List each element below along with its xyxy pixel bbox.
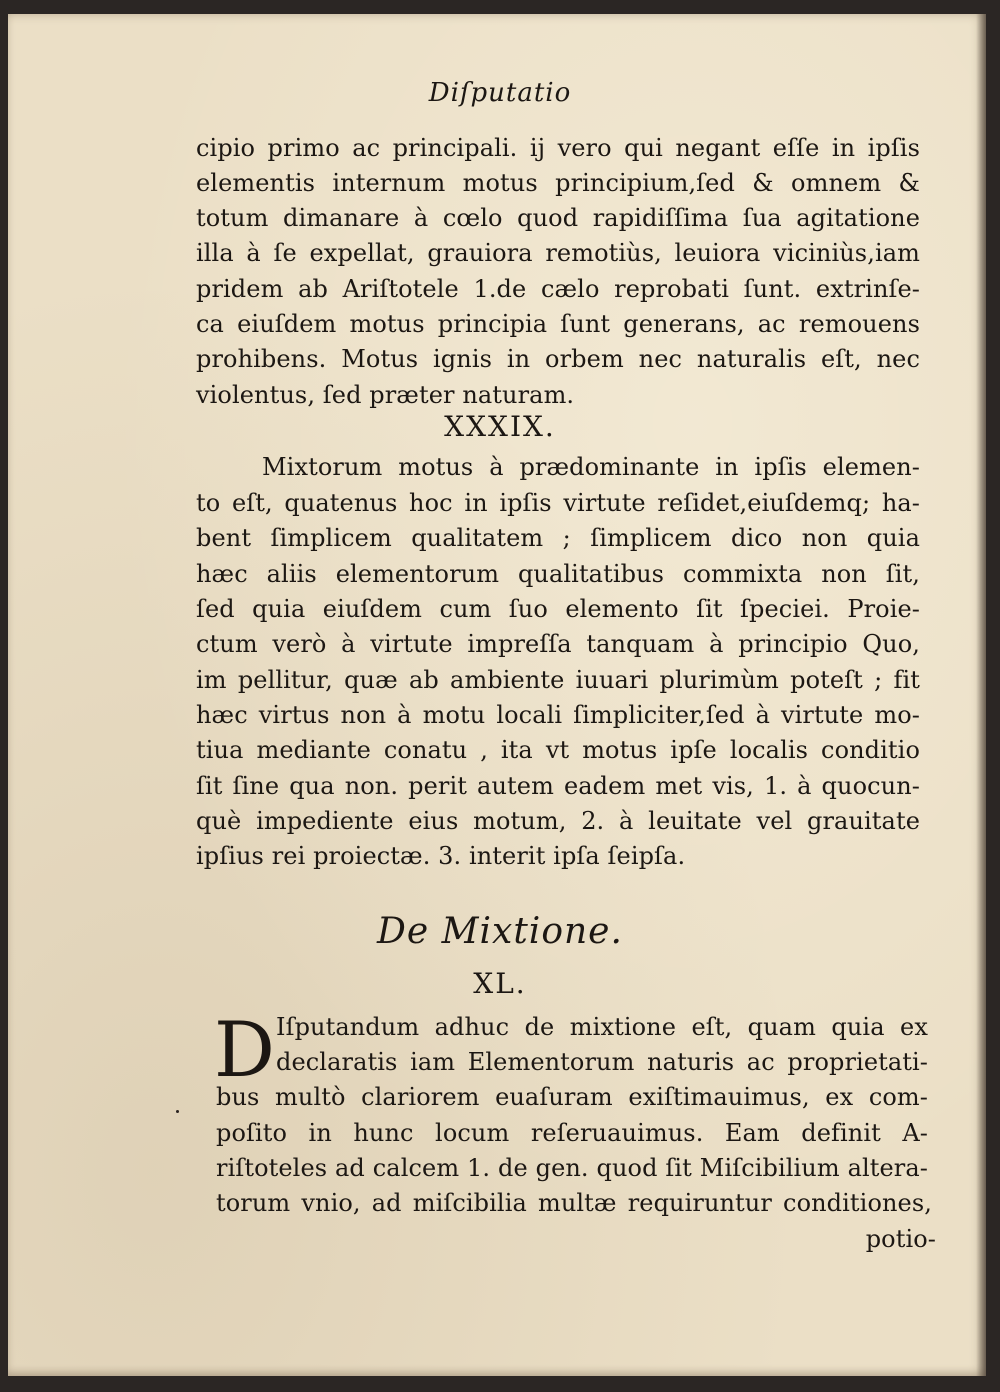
section-number-xxxix: XXXIX. bbox=[444, 410, 556, 443]
text-line: to eſt, quatenus hoc in ipſis virtute reſidet,eiuſdemq; ha- bbox=[196, 489, 920, 517]
section-title: De Mixtione. bbox=[377, 911, 623, 952]
text-line: ctum verò à virtute impreſſa tanquam à principio Quo, bbox=[196, 630, 920, 658]
text-line: Iſputandum adhuc de mixtione eſt, quam quia ex bbox=[276, 1013, 928, 1041]
text-line: illa à ſe expellat, grauiora remotiùs, leuiora viciniùs,iam bbox=[196, 239, 920, 267]
text-line: violentus, ſed præter naturam. bbox=[196, 381, 575, 409]
text-line: Mixtorum motus à prædominante in ipſis elemen- bbox=[262, 453, 920, 481]
text-line: ca eiuſdem motus principia ſunt generans, ac remouens bbox=[196, 310, 920, 338]
text-line: im pellitur, quæ ab ambiente iuuari plurimùm poteſt ; fit bbox=[196, 666, 920, 694]
text-line: què impediente eius motum, 2. à leuitate vel grauitate bbox=[196, 807, 920, 835]
text-line: tiua mediante conatu , ita vt motus ipſe localis conditio bbox=[196, 736, 920, 764]
text-line: prohibens. Motus ignis in orbem nec naturalis eſt, nec bbox=[196, 345, 920, 373]
text-line: declaratis iam Elementorum naturis ac proprietati- bbox=[276, 1048, 928, 1076]
text-line: bent ſimplicem qualitatem ; ſimplicem dico non quia bbox=[196, 524, 920, 552]
text-line: totum dimanare à cœlo quod rapidiſſima ſua agitatione bbox=[196, 204, 920, 232]
text-line: cipio primo ac principali. ij vero qui negant eſſe in ipſis bbox=[196, 134, 920, 162]
text-line: poſito in hunc locum reſeruauimus. Eam definit A- bbox=[216, 1119, 928, 1147]
text-line: riſtoteles ad calcem 1. de gen. quod ſit Miſcibilium altera- bbox=[216, 1154, 928, 1182]
margin-dot bbox=[176, 1110, 179, 1113]
text-line: ſit ſine qua non. perit autem eadem met vis, 1. à quocun- bbox=[196, 772, 920, 800]
text-line: bus multò clariorem euaſuram exiſtimauimus, ex com- bbox=[216, 1083, 928, 1111]
text-line: hæc aliis elementorum qualitatibus commixta non ſit, bbox=[196, 560, 920, 588]
text-line: pridem ab Ariſtotele 1.de cælo reprobati ſunt. extrinſe- bbox=[196, 275, 920, 303]
text-line: hæc virtus non à motu locali ſimpliciter,ſed à virtute mo- bbox=[196, 701, 920, 729]
text-line: ſed quia eiuſdem cum ſuo elemento ſit ſpeciei. Proie- bbox=[196, 595, 920, 623]
catchword: potio- bbox=[865, 1225, 936, 1253]
running-head: Diſputatio bbox=[428, 78, 572, 108]
text-line: torum vnio, ad miſcibilia multæ requiruntur conditiones, bbox=[216, 1189, 932, 1217]
section-number-xl: XL. bbox=[473, 967, 527, 1000]
text-line: ipſius rei proiectæ. 3. interit ipſa ſeipſa. bbox=[196, 842, 686, 870]
drop-cap: D bbox=[214, 1005, 275, 1094]
text-line: elementis internum motus principium,ſed & omnem & bbox=[196, 169, 920, 197]
page-spine-shadow bbox=[976, 14, 986, 1376]
